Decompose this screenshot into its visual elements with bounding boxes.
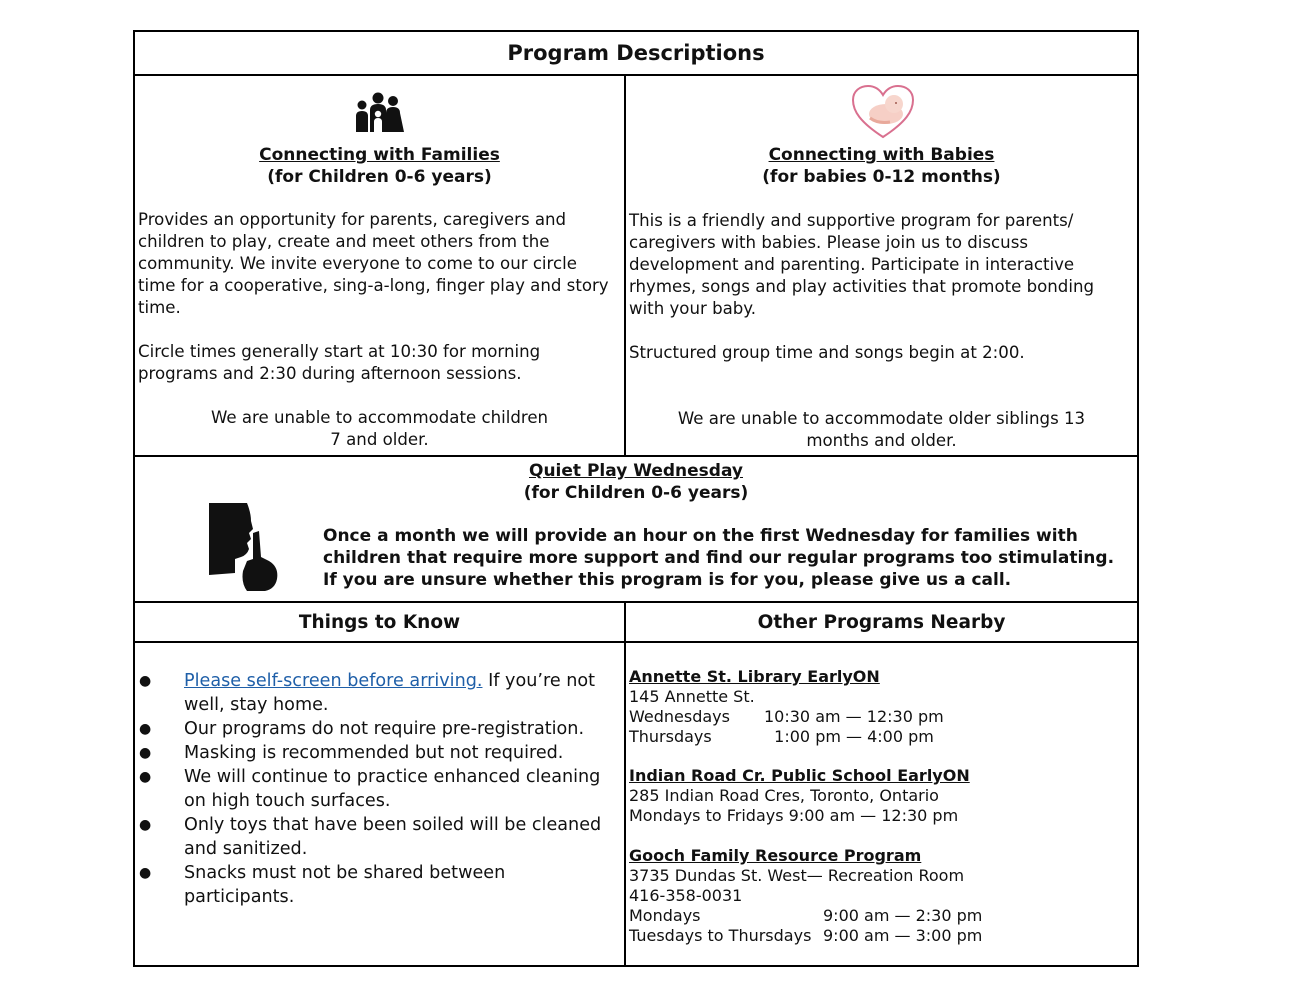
list-item-text: We will continue to practice enhanced cleaning on high touch surfaces. [184, 767, 601, 811]
babies-heading [626, 144, 1137, 188]
list-item-text: Masking is recommended but not required. [184, 743, 564, 763]
bullet-icon: ● [139, 865, 152, 881]
program-address: 285 Indian Road Cres, Toronto, Ontario [629, 786, 939, 805]
program-address: 3735 Dundas St. West— Recreation Room [629, 866, 965, 885]
list-item [135, 861, 621, 909]
list-item [135, 741, 621, 765]
babies-description: This is a friendly and supportive program for parents/ caregivers with babies. Please join us to discuss development and parenting. Participate in interactive rhymes, songs and play activities that promote bonding with your baby. [629, 211, 1095, 318]
other-programs-cell [626, 643, 1137, 967]
babies-subtitle: (for babies 0-12 months) [762, 167, 1001, 187]
program-name: Annette St. Library EarlyON [629, 667, 880, 686]
bullet-icon: ● [139, 673, 152, 689]
bullet-icon: ● [139, 745, 152, 761]
things-to-know-cell [135, 643, 626, 967]
babies-group-time: Structured group time and songs begin at 2:00. [629, 343, 1025, 362]
other-programs-heading: Other Programs Nearby [757, 611, 1006, 633]
quiet-play-title: Quiet Play Wednesday [529, 461, 743, 481]
program-indian-road [629, 766, 1133, 826]
program-phone: 416-358-0031 [629, 886, 743, 905]
hours-row [629, 707, 1133, 727]
babies-cell [626, 76, 1137, 455]
babies-age-note [626, 408, 1137, 452]
bullet-icon: ● [139, 721, 152, 737]
section-headings-row [135, 603, 1137, 643]
families-heading [135, 144, 624, 188]
families-note-line1: We are unable to accommodate children [210, 408, 549, 427]
quiet-play-subtitle: (for Children 0-6 years) [523, 483, 749, 503]
program-table [133, 30, 1139, 967]
hours-days: Thursdays [629, 727, 712, 746]
self-screen-link[interactable]: Please self-screen before arriving. [184, 671, 483, 691]
families-subtitle: (for Children 0-6 years) [267, 167, 492, 187]
babies-note-line1: We are unable to accommodate older siblings 13 [677, 409, 1086, 428]
title-row [135, 32, 1137, 76]
list-item-text: Snacks must not be shared between participants. [184, 863, 506, 907]
quiet-play-row [135, 457, 1137, 603]
babies-title: Connecting with Babies [768, 145, 995, 165]
hours-row [629, 906, 1133, 926]
list-item [135, 765, 621, 813]
family-icon [353, 92, 405, 132]
list-item-text: Our programs do not require pre-registration. [184, 719, 585, 739]
things-to-know-list [135, 669, 621, 909]
bullet-icon: ● [139, 817, 152, 833]
hours-time: 9:00 am — 2:30 pm [823, 906, 983, 925]
self-screen-note: If you’re not well, stay home. [184, 671, 596, 715]
families-title: Connecting with Families [259, 145, 500, 165]
quiet-play-heading [135, 460, 1137, 504]
list-item [135, 669, 621, 717]
program-name: Gooch Family Resource Program [629, 846, 922, 865]
list-item-text: Only toys that have been soiled will be cleaned and sanitized. [184, 815, 602, 859]
hours-days: Mondays [629, 906, 701, 925]
hours-time: 1:00 pm — 4:00 pm [764, 727, 934, 746]
list-item [135, 813, 621, 861]
baby-heart-icon [850, 84, 916, 140]
babies-note-line2: months and older. [806, 431, 957, 450]
hours-days: Wednesdays [629, 707, 730, 726]
families-description: Provides an opportunity for parents, caregivers and children to play, create and meet others from the community. We invite everyone to come to our circle time for a cooperative, sing-a-long, finger play and story time. [138, 210, 609, 317]
families-age-note [135, 407, 624, 451]
hours-time: 9:00 am — 3:00 pm [823, 926, 983, 945]
families-cell [135, 76, 626, 455]
page-title: Program Descriptions [507, 41, 765, 65]
families-circle-times: Circle times generally start at 10:30 for morning programs and 2:30 during afternoon sessions. [138, 342, 541, 383]
program-address: 145 Annette St. [629, 687, 755, 706]
quiet-play-description: Once a month we will provide an hour on the first Wednesday for families with children that require more support and find our regular programs too stimulating. If you are unsure whether this program is for you, please give us a call. [323, 526, 1115, 590]
hours-days: Tuesdays to Thursdays [629, 926, 812, 945]
hours-row [629, 926, 1133, 946]
hours-time: 10:30 am — 12:30 pm [764, 707, 944, 726]
bullet-icon: ● [139, 769, 152, 785]
programs-row [135, 76, 1137, 457]
program-gooch [629, 846, 1133, 946]
things-to-know-heading: Things to Know [135, 603, 626, 641]
shush-icon [207, 503, 281, 591]
families-note-line2: 7 and older. [330, 430, 429, 449]
list-item [135, 717, 621, 741]
details-row [135, 643, 1137, 967]
program-name: Indian Road Cr. Public School EarlyON [629, 766, 970, 785]
program-annette [629, 667, 1133, 747]
hours-row: Mondays to Fridays 9:00 am — 12:30 pm [629, 806, 959, 825]
hours-row [629, 727, 1133, 747]
